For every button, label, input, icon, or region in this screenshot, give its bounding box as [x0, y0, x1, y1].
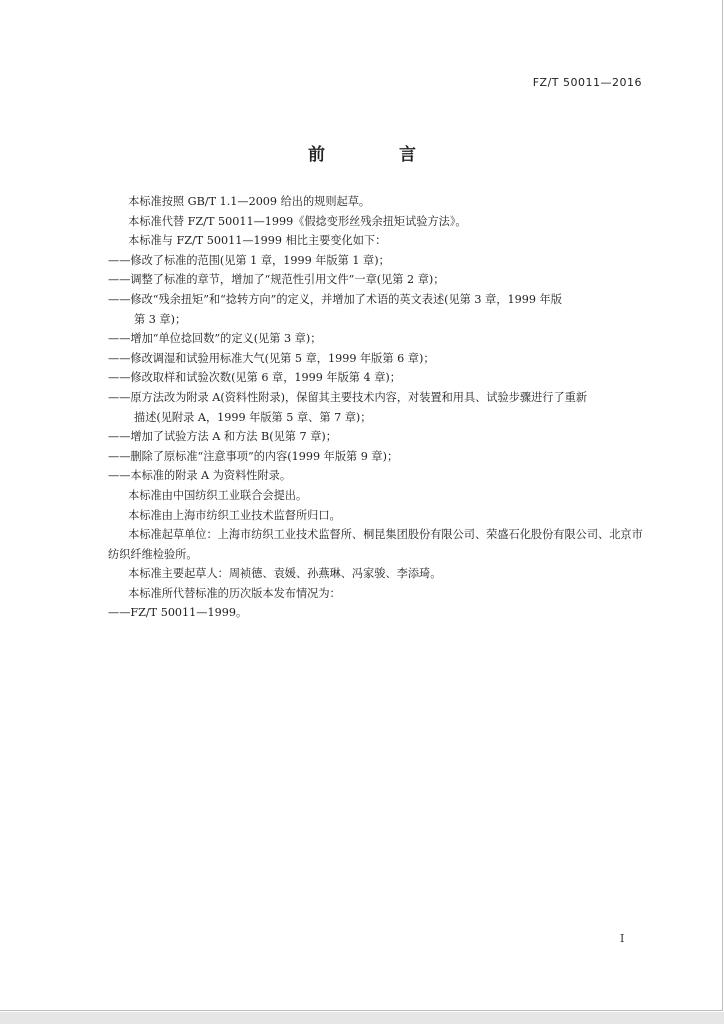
list-item: ——增加了试验方法 A 和方法 B(见第 7 章)；	[108, 430, 337, 444]
paragraph: 本标准由上海市纺织工业技术监督所归口。	[128, 508, 341, 522]
list-item: ——修改“残余扭矩”和“捻转方向”的定义，并增加了术语的英文表述(见第 3 章，1999 年版	[108, 292, 562, 306]
list-item: ——本标准的附录 A 为资料性附录。	[108, 469, 292, 483]
bottom-strip	[0, 1012, 724, 1024]
paragraph: 本标准起草单位：上海市纺织工业技术监督所、桐昆集团股份有限公司、荣盛石化股份有限公司、北京市纺织纤维检验所。	[108, 528, 643, 561]
list-item: ——修改调湿和试验用标准大气(见第 5 章，1999 年版第 6 章)；	[108, 351, 435, 365]
list-item: ——增加“单位捻回数”的定义(见第 3 章)；	[108, 332, 322, 346]
paragraph: 本标准所代替标准的历次版本发布情况为：	[128, 586, 341, 600]
list-item-continuation: 描述(见附录 A，1999 年版第 5 章、第 7 章)；	[134, 410, 372, 424]
list-item-continuation: 第 3 章)；	[134, 312, 187, 326]
paragraph: 本标准按照 GB/T 1.1—2009 给出的规则起草。	[128, 195, 371, 208]
list-item: ——删除了原标准“注意事项”的内容(1999 年版第 9 章)；	[108, 449, 399, 463]
paragraph: 本标准由中国纺织工业联合会提出。	[128, 488, 308, 502]
standard-code: FZ/T 50011—2016	[532, 76, 642, 89]
list-item: ——原方法改为附录 A(资料性附录)，保留其主要技术内容，对装置和用具、试验步骤进行了重新	[108, 390, 588, 404]
page-title: 前 言	[308, 145, 450, 165]
foreword-content	[108, 192, 646, 623]
list-item: ——调整了标准的章节，增加了“规范性引用文件”一章(见第 2 章)；	[108, 273, 445, 287]
paragraph: 本标准主要起草人：周祯德、袁媛、孙燕琳、冯家骏、李添琦。	[128, 567, 442, 581]
paragraph: 本标准与 FZ/T 50011—1999 相比主要变化如下：	[128, 234, 387, 248]
page-number: I	[620, 932, 625, 945]
list-item: ——修改了标准的范围(见第 1 章，1999 年版第 1 章)；	[108, 253, 390, 267]
list-item: ——修改取样和试验次数(见第 6 章，1999 年版第 4 章)；	[108, 371, 401, 385]
list-item: ——FZ/T 50011—1999。	[108, 606, 248, 620]
paragraph: 本标准代替 FZ/T 50011—1999《假捻变形丝残余扭矩试验方法》。	[128, 214, 467, 228]
